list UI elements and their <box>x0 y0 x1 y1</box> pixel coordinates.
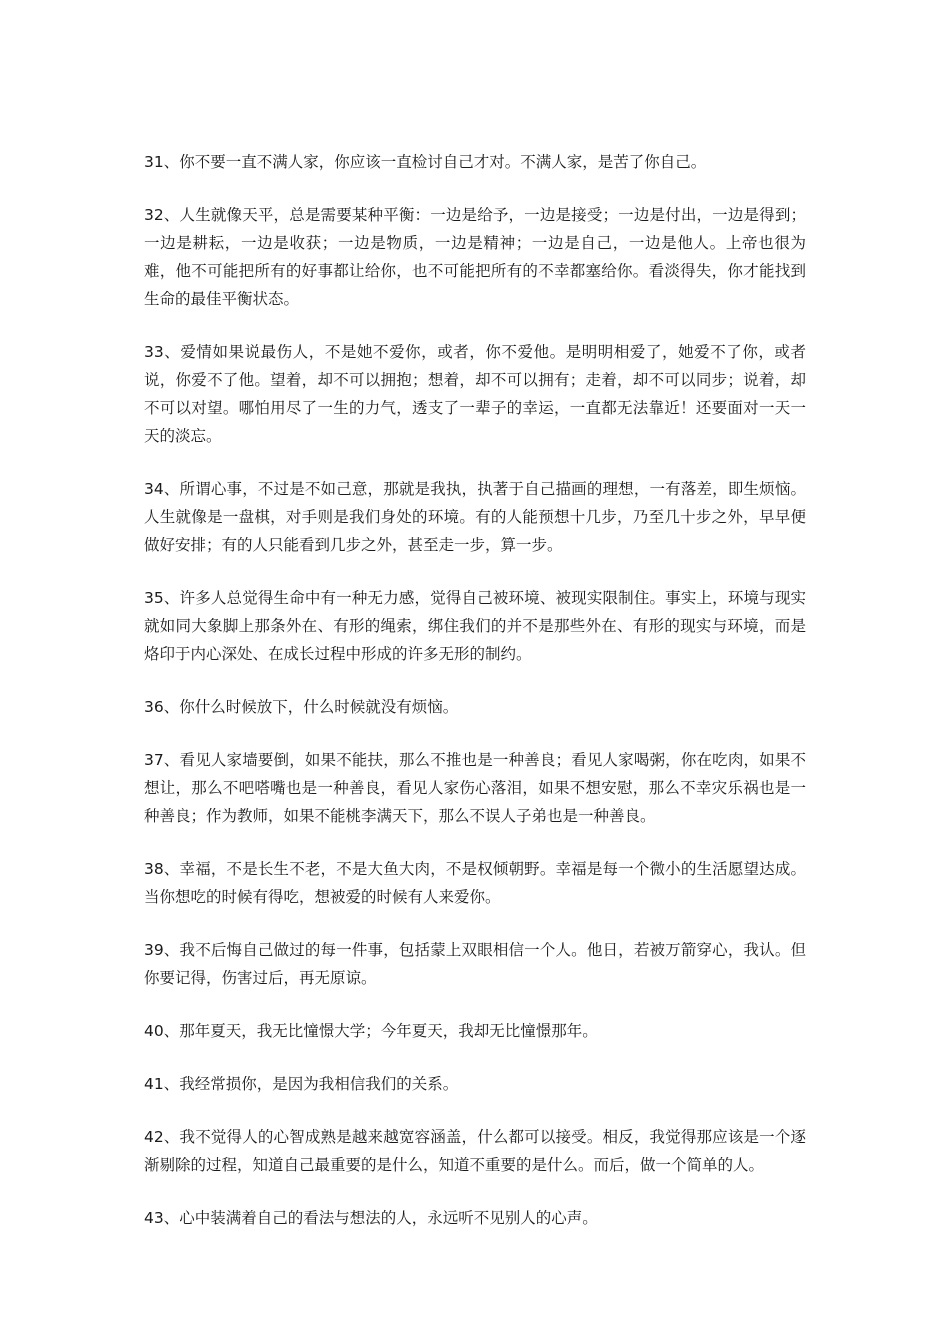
paragraph-39: 39、我不后悔自己做过的每一件事，包括蒙上双眼相信一个人。他日，若被万箭穿心，我认。但你要记得，伤害过后，再无原谅。 <box>144 941 806 987</box>
document-body <box>144 148 806 1257</box>
paragraph-37: 37、看见人家墙要倒，如果不能扶，那么不推也是一种善良；看见人家喝粥，你在吃肉，如果不想让，那么不吧嗒嘴也是一种善良，看见人家伤心落泪，如果不想安慰，那么不幸灾乐祸也是一种善良；作为教师，如果不能桃李满天下，那么不误人子弟也是一种善良。 <box>144 751 806 825</box>
paragraph-34: 34、所谓心事，不过是不如己意，那就是我执，执著于自己描画的理想，一有落差，即生烦恼。人生就像是一盘棋，对手则是我们身处的环境。有的人能预想十几步，乃至几十步之外，早早便做好安排；有的人只能看到几步之外，甚至走一步，算一步。 <box>144 480 806 554</box>
paragraph-38: 38、幸福，不是长生不老，不是大鱼大肉，不是权倾朝野。幸福是每一个微小的生活愿望达成。当你想吃的时候有得吃，想被爱的时候有人来爱你。 <box>144 860 806 906</box>
paragraph-31: 31、你不要一直不满人家，你应该一直检讨自己才对。不满人家，是苦了你自己。 <box>144 153 707 171</box>
paragraph-40: 40、那年夏天，我无比憧憬大学；今年夏天，我却无比憧憬那年。 <box>144 1022 598 1040</box>
paragraph-36: 36、你什么时候放下，什么时候就没有烦恼。 <box>144 698 459 716</box>
paragraph-32: 32、人生就像天平，总是需要某种平衡：一边是给予，一边是接受；一边是付出，一边是得到；一边是耕耘，一边是收获；一边是物质，一边是精神；一边是自己，一边是他人。上帝也很为难，他不可能把所有的好事都让给你，也不可能把所有的不幸都塞给你。看淡得失，你才能找到生命的最佳平衡状态。 <box>144 206 806 308</box>
paragraph-41: 41、我经常损你，是因为我相信我们的关系。 <box>144 1075 459 1093</box>
paragraph-35: 35、许多人总觉得生命中有一种无力感，觉得自己被环境、被现实限制住。事实上，环境与现实就如同大象脚上那条外在、有形的绳索，绑住我们的并不是那些外在、有形的现实与环境，而是烙印于内心深处、在成长过程中形成的许多无形的制约。 <box>144 589 806 663</box>
paragraph-33: 33、爱情如果说最伤人，不是她不爱你，或者，你不爱他。是明明相爱了，她爱不了你，或者说，你爱不了他。望着，却不可以拥抱；想着，却不可以拥有；走着，却不可以同步；说着，却不可以对望。哪怕用尽了一生的力气，透支了一辈子的幸运，一直都无法靠近！还要面对一天一天的淡忘。 <box>144 343 806 445</box>
paragraph-42: 42、我不觉得人的心智成熟是越来越宽容涵盖，什么都可以接受。相反，我觉得那应该是一个逐渐剔除的过程，知道自己最重要的是什么，知道不重要的是什么。而后，做一个简单的人。 <box>144 1128 806 1174</box>
paragraph-43: 43、心中装满着自己的看法与想法的人，永远听不见别人的心声。 <box>144 1209 598 1227</box>
